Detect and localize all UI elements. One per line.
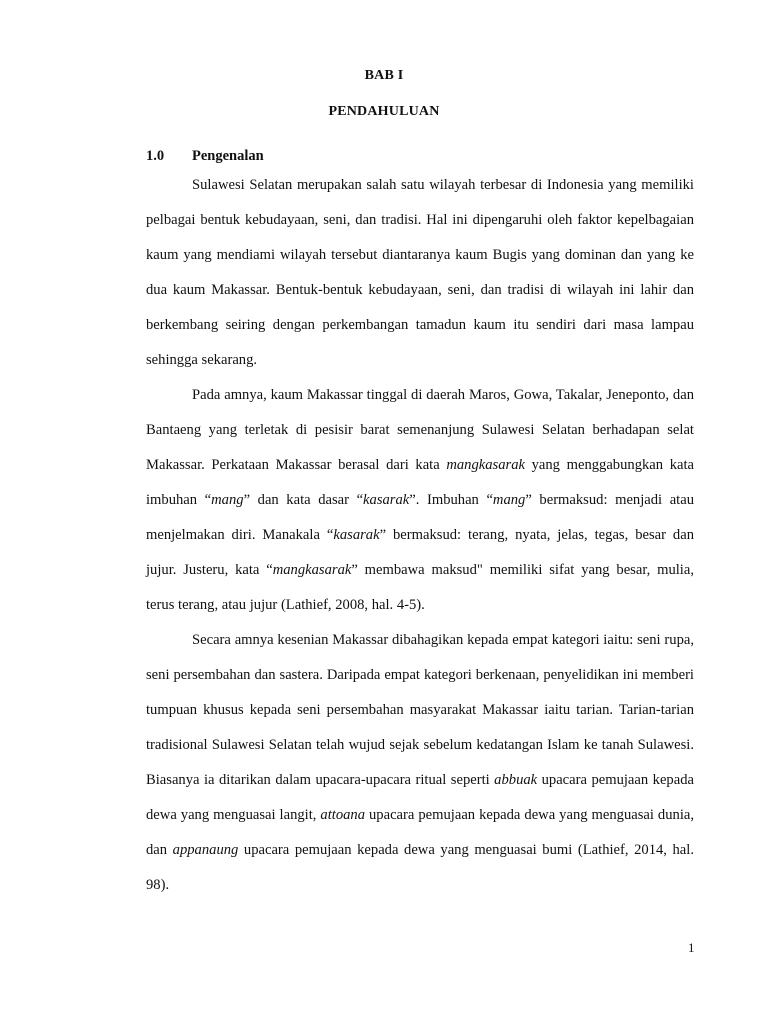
italic-term: mangkasarak	[272, 562, 352, 578]
chapter-label: BAB I	[364, 68, 404, 83]
italic-term: mang	[492, 492, 526, 508]
italic-term: attoana	[320, 807, 366, 823]
section-title: Pengenalan	[192, 148, 264, 164]
section-heading	[146, 148, 264, 165]
text-run: upacara pemujaan kepada dewa yang menguasai langit,	[146, 772, 694, 823]
text-run: Pada amnya, kaum Makassar tinggal di daerah Maros, Gowa, Takalar, Jeneponto, dan Bantaeng yang terletak di pesisir barat semenanjung Sulawesi Selatan berhadapan selat Makassar. Perkataan Makassar berasal dari kata	[146, 387, 694, 473]
text-run: Secara amnya kesenian Makassar dibahagikan kepada empat kategori iaitu: seni rupa, seni persembahan dan sastera. Daripada empat kategori berkenaan, penyelidikan ini memberi tumpuan khusus kepada seni persembahan masyarakat Makassar iaitu tarian. Tarian-tarian tradisional Sulawesi Selatan telah wujud sejak sebelum kedatangan Islam ke tanah Sulawesi. Biasanya ia ditarikan dalam upacara-upacara ritual seperti	[146, 632, 694, 788]
text-run: ” membawa maksud" memiliki sifat yang besar, mulia, terus terang, atau jujur (Lathief, 2008, hal. 4-5).	[146, 562, 694, 613]
italic-term: appanaung	[172, 842, 239, 858]
text-run: ” dan kata dasar “	[243, 492, 364, 508]
italic-term: abbuak	[494, 772, 538, 788]
paragraph	[146, 378, 694, 623]
italic-term: mang	[211, 492, 244, 508]
section-number: 1.0	[146, 148, 165, 164]
text-run: ”. Imbuhan “	[409, 492, 493, 508]
text-run: ” bermaksud: menjadi atau menjelmakan diri. Manakala “	[146, 492, 694, 543]
paragraph	[146, 168, 694, 378]
italic-term: kasarak	[333, 527, 380, 543]
italic-term: kasarak	[363, 492, 410, 508]
body-text	[146, 168, 694, 903]
paragraph	[146, 623, 694, 903]
italic-term: mangkasarak	[446, 457, 525, 473]
chapter-title: PENDAHULUAN	[328, 104, 440, 119]
text-run: Sulawesi Selatan merupakan salah satu wilayah terbesar di Indonesia yang memiliki pelbagai bentuk kebudayaan, seni, dan tradisi. Hal ini dipengaruhi oleh faktor kepelbagaian kaum yang mendiami wilayah tersebut diantaranya kaum Bugis yang dominan dan yang ke dua kaum Makassar. Bentuk-bentuk kebudayaan, seni, dan tradisi di wilayah ini lahir dan berkembang seiring dengan perkembangan tamadun kaum itu sendiri dari masa lampau sehingga sekarang.	[146, 177, 694, 368]
text-run: yang menggabungkan kata imbuhan “	[146, 457, 695, 508]
text-run: upacara pemujaan kepada dewa yang menguasai bumi (Lathief, 2014, hal. 98).	[146, 842, 694, 893]
text-run: ” bermaksud: terang, nyata, jelas, tegas, besar dan jujur. Justeru, kata “	[146, 527, 695, 578]
text-run: upacara pemujaan kepada dewa yang menguasai dunia, dan	[146, 807, 695, 858]
page-number: 1	[688, 940, 695, 955]
